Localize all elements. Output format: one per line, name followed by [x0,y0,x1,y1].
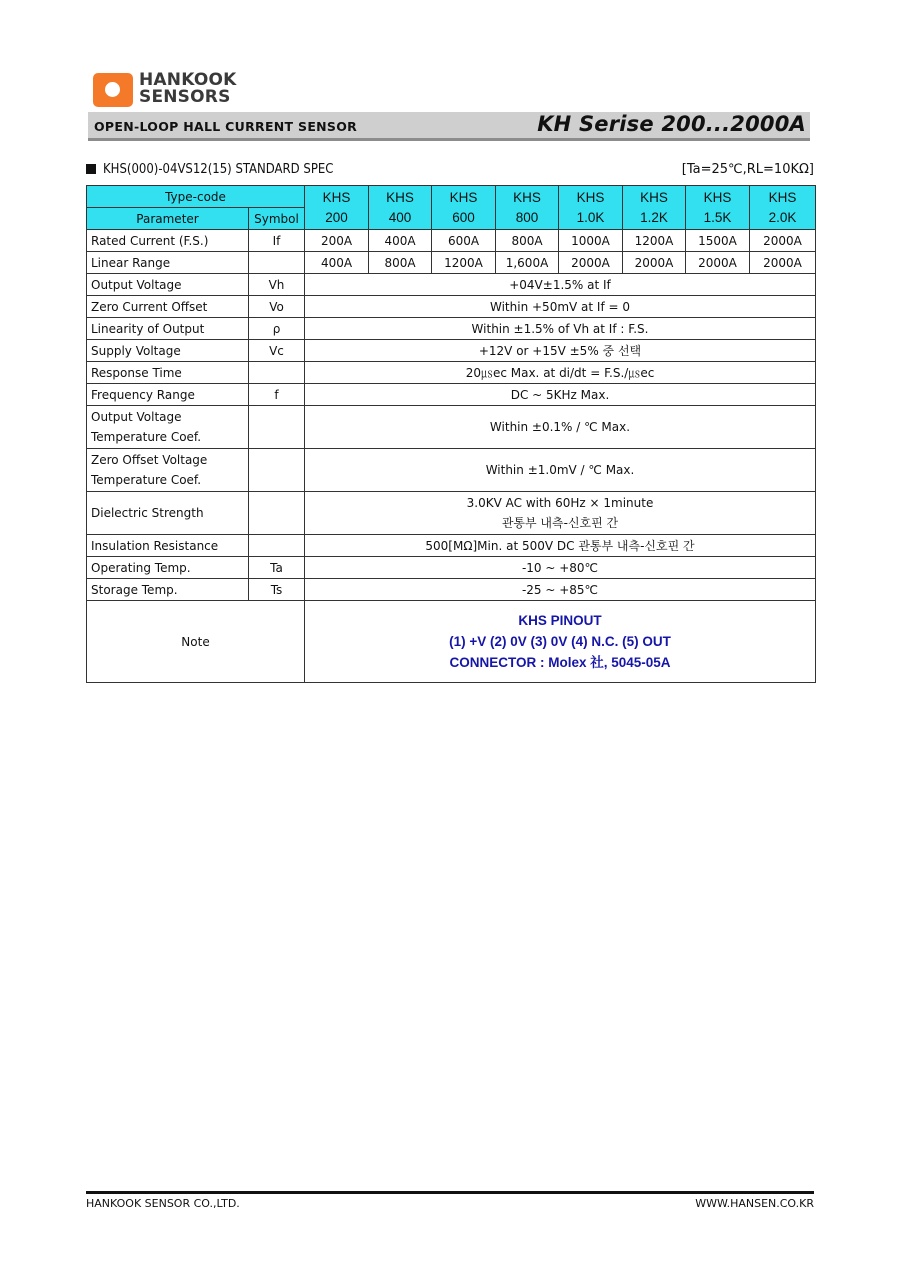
value-cell: 1000A [559,230,623,252]
table-row [87,296,816,318]
parameter-header: Parameter [87,208,249,230]
model-header: KHS 200 [305,186,369,230]
square-bullet-icon [86,164,96,174]
value-cell: -25 ~ +85℃ [305,579,816,601]
table-row [87,252,816,274]
value-cell: 2000A [623,252,686,274]
value-cell: 500[MΩ]Min. at 500V DC 관통부 내측-신호핀 간 [305,535,816,557]
value-cell: Within ±1.5% of Vh at If : F.S. [305,318,816,340]
section-title: KHS(000)-04VS12(15) STANDARD SPEC [103,162,334,177]
pinout-note [305,601,816,683]
symbol-cell [249,406,305,449]
symbol-header: Symbol [249,208,305,230]
section-header [86,160,814,180]
symbol-cell: Vh [249,274,305,296]
param-cell: Output Voltage [87,274,249,296]
spec-table [86,185,816,683]
value-cell: 1500A [686,230,750,252]
value-cell: 1200A [432,252,496,274]
value-cell: 800A [496,230,559,252]
table-row [87,318,816,340]
table-row [87,340,816,362]
model-header: KHS 1.0K [559,186,623,230]
footer-company: HANKOOK SENSOR CO.,LTD. [86,1197,240,1210]
title-band-shadow [88,138,810,141]
value-cell: 2000A [559,252,623,274]
table-row [87,406,816,449]
param-cell: Linear Range [87,252,249,274]
table-row [87,230,816,252]
value-cell: 800A [369,252,432,274]
title-band [88,112,810,138]
footer-website: WWW.HANSEN.CO.KR [695,1197,814,1210]
param-cell: Storage Temp. [87,579,249,601]
symbol-cell: f [249,384,305,406]
model-header: KHS 1.5K [686,186,750,230]
type-code-header: Type-code [87,186,305,208]
param-cell: Output Voltage Temperature Coef. [87,406,249,449]
value-cell: 400A [369,230,432,252]
table-row [87,535,816,557]
symbol-cell: Ts [249,579,305,601]
header-row-1 [87,186,816,208]
param-cell: Supply Voltage [87,340,249,362]
note-label: Note [87,601,305,683]
value-cell: 20㎲ec Max. at di/dt = F.S./㎲ec [305,362,816,384]
table-row [87,557,816,579]
symbol-cell: Vc [249,340,305,362]
table-row [87,492,816,535]
value-cell: 1200A [623,230,686,252]
note-row [87,601,816,683]
pinout-title: KHS PINOUT [518,613,602,628]
model-header: KHS 800 [496,186,559,230]
symbol-cell [249,492,305,535]
symbol-cell [249,449,305,492]
value-cell: 2000A [686,252,750,274]
model-header: KHS 400 [369,186,432,230]
value-cell: +12V or +15V ±5% 중 선택 [305,340,816,362]
logo-wordmark: HANKOOK SENSORS [139,70,237,107]
symbol-cell: If [249,230,305,252]
footer-rule [86,1191,814,1194]
table-row [87,579,816,601]
param-cell: Frequency Range [87,384,249,406]
table-row [87,449,816,492]
logo-mark-icon [93,73,133,107]
pinout-list: (1) +V (2) 0V (3) 0V (4) N.C. (5) OUT [449,634,671,649]
table-row [87,362,816,384]
value-cell: 2000A [750,230,816,252]
param-cell: Zero Offset Voltage Temperature Coef. [87,449,249,492]
connector-info: CONNECTOR : Molex 社, 5045-05A [449,655,671,670]
param-cell: Response Time [87,362,249,384]
symbol-cell [249,535,305,557]
model-header: KHS 600 [432,186,496,230]
param-cell: Linearity of Output [87,318,249,340]
model-header: KHS 1.2K [623,186,686,230]
symbol-cell [249,362,305,384]
value-cell: Within ±0.1% / ℃ Max. [305,406,816,449]
value-cell: 400A [305,252,369,274]
table-row [87,274,816,296]
symbol-cell: ρ [249,318,305,340]
table-row [87,384,816,406]
model-header: KHS 2.0K [750,186,816,230]
symbol-cell [249,252,305,274]
product-category: OPEN-LOOP HALL CURRENT SENSOR [94,119,358,134]
test-conditions: [Ta=25℃,RL=10KΩ] [681,162,814,177]
param-cell: Insulation Resistance [87,535,249,557]
value-cell: 3.0KV AC with 60Hz × 1minute 관통부 내측-신호핀 간 [305,492,816,535]
value-cell: 600A [432,230,496,252]
value-cell: Within ±1.0mV / ℃ Max. [305,449,816,492]
param-cell: Zero Current Offset [87,296,249,318]
value-cell: 2000A [750,252,816,274]
param-cell: Dielectric Strength [87,492,249,535]
value-cell: +04V±1.5% at If [305,274,816,296]
value-cell: DC ~ 5KHz Max. [305,384,816,406]
value-cell: 200A [305,230,369,252]
param-cell: Operating Temp. [87,557,249,579]
series-title: KH Serise 200...2000A [537,112,806,136]
param-cell: Rated Current (F.S.) [87,230,249,252]
symbol-cell: Ta [249,557,305,579]
value-cell: Within +50mV at If = 0 [305,296,816,318]
symbol-cell: Vo [249,296,305,318]
value-cell: -10 ~ +80℃ [305,557,816,579]
value-cell: 1,600A [496,252,559,274]
